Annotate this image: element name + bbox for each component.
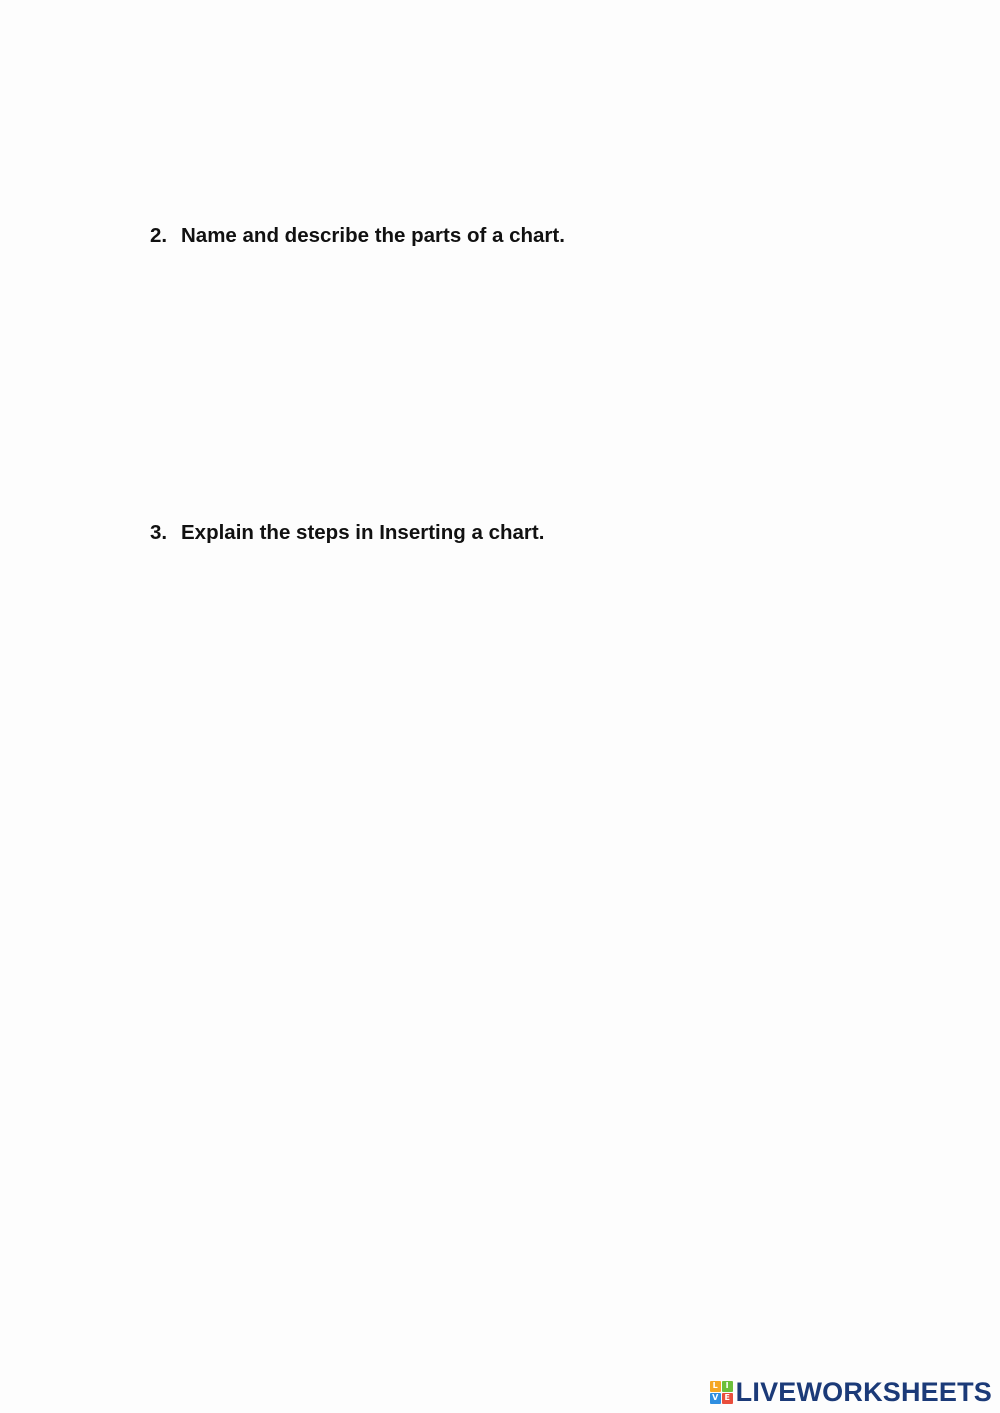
logo-tile: E [722,1393,733,1404]
logo-tile: I [722,1381,733,1392]
question-number: 2. [150,224,168,247]
question-text: Explain the steps in Inserting a chart. [181,521,545,544]
logo-tile: L [710,1381,721,1392]
liveworksheets-brand [710,1377,992,1407]
question-2 [150,226,565,247]
question-3 [150,523,544,544]
question-text: Name and describe the parts of a chart. [181,224,565,247]
logo-tile: V [710,1393,721,1404]
question-number: 3. [150,521,168,544]
liveworksheets-logo-icon [710,1381,733,1404]
brand-wordmark: LIVEWORKSHEETS [735,1376,992,1407]
